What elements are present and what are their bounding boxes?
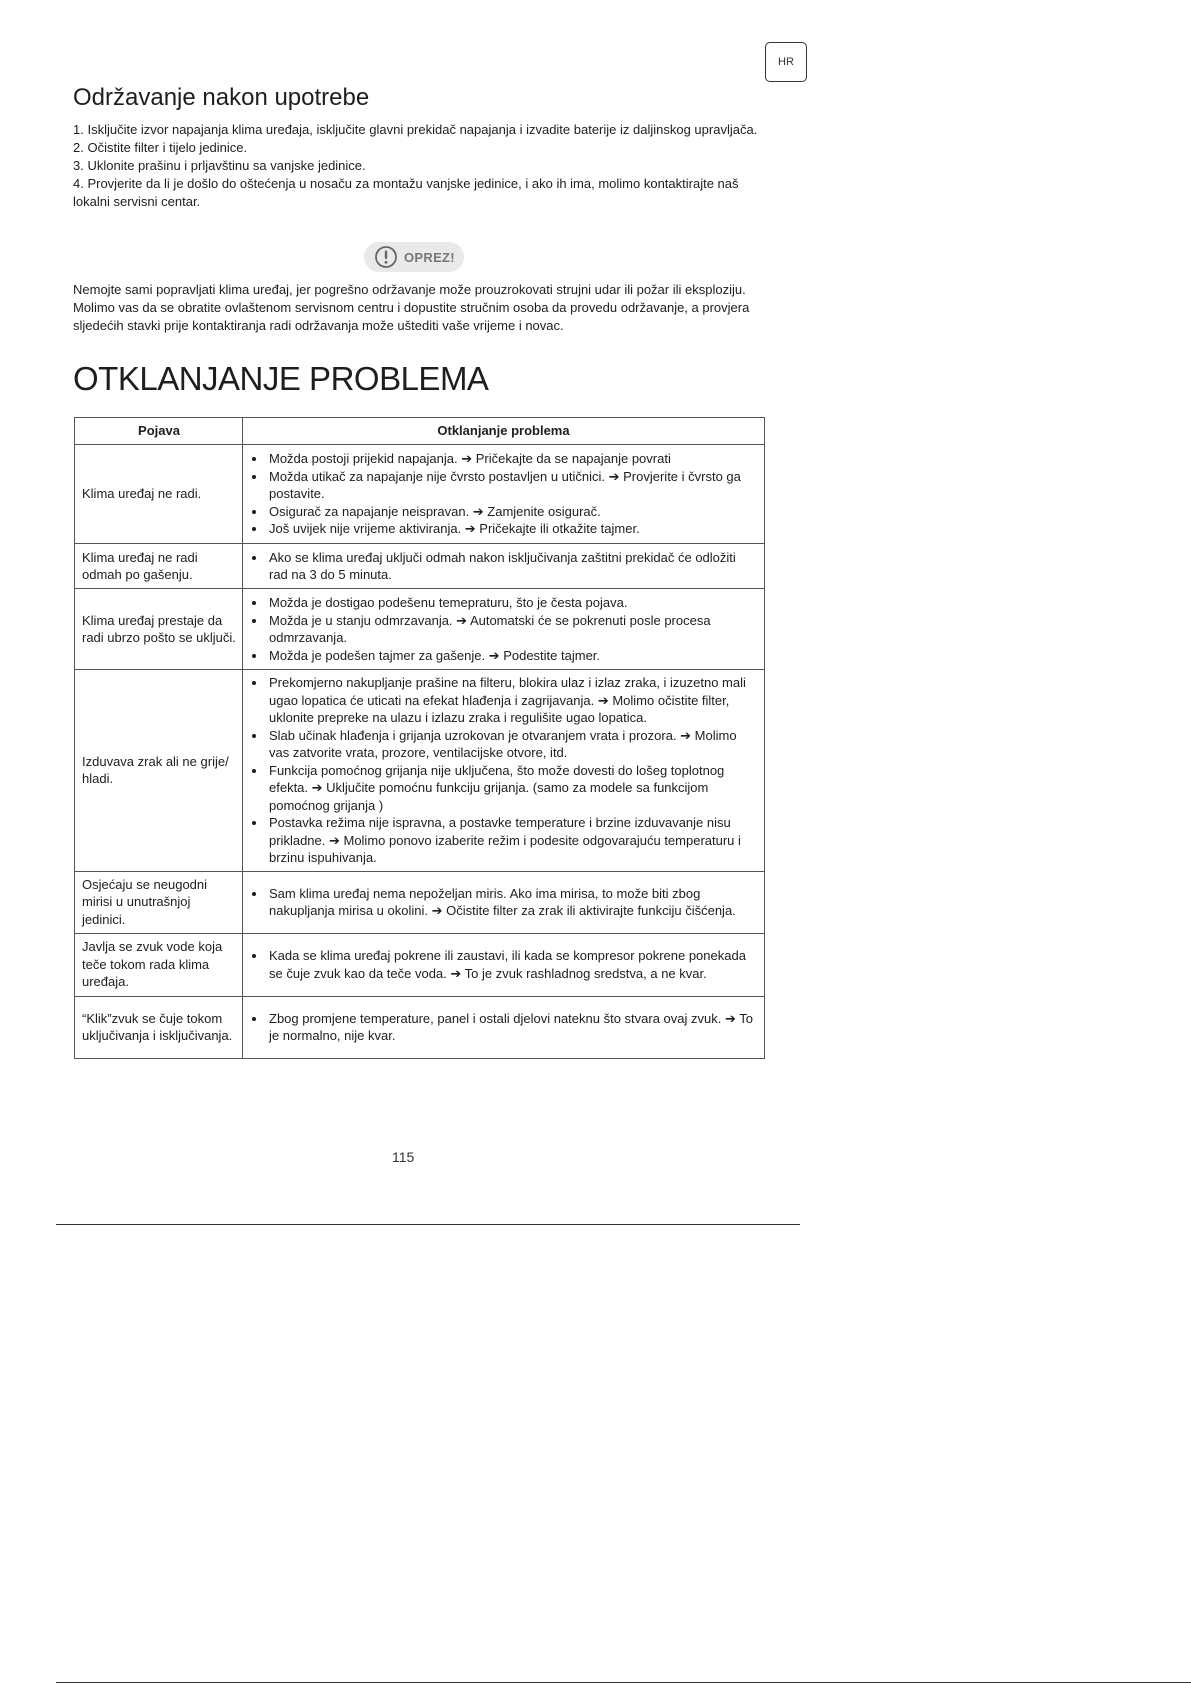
- exclamation-icon: [374, 245, 398, 269]
- solution-item: • Ako se klima uređaj uključi odmah nakon isključivanja zaštitni prekidač će odložiti rad na 3 do 5 minuta.: [267, 549, 758, 584]
- bottom-divider: [56, 1682, 1191, 1683]
- solution-column-header: Otklanjanje problema: [243, 418, 765, 445]
- solution-item: • Možda je podešen tajmer za gašenje. ➔ Podestite tajmer.: [267, 647, 758, 665]
- solution-cell: [243, 871, 765, 933]
- troubleshooting-title: OTKLANJANJE PROBLEMA: [73, 360, 489, 397]
- symptom-cell: Javlja se zvuk vode koja teče tokom rada klima uređaja.: [75, 933, 243, 996]
- maintenance-steps: [73, 121, 768, 211]
- table-row: [75, 544, 765, 589]
- symptom-cell: “Klik”zvuk se čuje tokom uključivanja i isključivanja.: [75, 996, 243, 1058]
- page-divider: [56, 1224, 800, 1225]
- solution-item: • Zbog promjene temperature, panel i ostali djelovi nateknu što stvara ovaj zvuk. ➔ To je normalno, nije kvar.: [267, 1010, 758, 1045]
- solution-item: • Sam klima uređaj nema nepoželjan miris. Ako ima mirisa, to može biti zbog nakupljanja mirisa u okolini. ➔ Očistite filter za zrak ili aktivirajte funkciju čišćenja.: [267, 885, 758, 920]
- maintenance-step: 1. Isključite izvor napajanja klima uređaja, isključite glavni prekidač napajanja i izvadite baterije iz daljinskog upravljača.: [73, 122, 758, 137]
- solution-cell: [243, 589, 765, 670]
- maintenance-step: 4. Provjerite da li je došlo do oštećenja u nosaču za montažu vanjske jedinice, i ako ih ima, molimo kontaktirajte naš lokalni servisni centar.: [73, 176, 739, 209]
- symptom-column-header: Pojava: [75, 418, 243, 445]
- solution-item: • Slab učinak hlađenja i grijanja uzrokovan je otvaranjem vrata i prozora. ➔ Molimo vas zatvorite vrata, prozore, ventilacijske otvore, itd.: [267, 727, 758, 762]
- table-row: [75, 670, 765, 872]
- solution-item: • Možda utikač za napajanje nije čvrsto postavljen u utičnici. ➔ Provjerite i čvrsto ga postavite.: [267, 468, 758, 503]
- solution-cell: [243, 445, 765, 544]
- solution-item: • Možda je u stanju odmrzavanja. ➔ Automatski će se pokrenuti posle procesa odmrzavanja.: [267, 612, 758, 647]
- table-row: [75, 589, 765, 670]
- table-row: [75, 445, 765, 544]
- page-number: 115: [392, 1149, 415, 1165]
- solution-item: • Još uvijek nije vrijeme aktiviranja. ➔ Pričekajte ili otkažite tajmer.: [267, 520, 758, 538]
- solution-item: • Možda je dostigao podešenu temepraturu, što je česta pojava.: [267, 594, 758, 612]
- maintenance-step: 2. Očistite filter i tijelo jedinice.: [73, 140, 248, 155]
- solution-cell: [243, 933, 765, 996]
- solution-item: • Kada se klima uređaj pokrene ili zaustavi, ili kada se kompresor pokrene ponekada se čuje zvuk kao da teče voda. ➔ To je zvuk rashladnog sredstva, a ne kvar.: [267, 947, 758, 982]
- table-row: [75, 871, 765, 933]
- solution-item: • Možda postoji prijekid napajanja. ➔ Pričekajte da se napajanje povrati: [267, 450, 758, 468]
- symptom-cell: Klima uređaj ne radi.: [75, 445, 243, 544]
- troubleshooting-table: [74, 417, 765, 1059]
- warning-text: Nemojte sami popravljati klima uređaj, jer pogrešno održavanje može prouzrokovati strujni udar ili požar ili eksploziju. Molimo vas da se obratite ovlaštenom servisnom centru i dopustite stručnim osoba da provedu održavanje, a provjera sljedećih stavki prije kontaktiranja radi održavanja može uštediti vaše vrijeme i novac.: [73, 282, 750, 333]
- symptom-cell: Izduvava zrak ali ne grije/ hladi.: [75, 670, 243, 872]
- solution-item: • Prekomjerno nakupljanje prašine na filteru, blokira ulaz i izlaz zraka, i izuzetno mali ugao lopatica će uticati na efekat hlađenja i zagrijavanja. ➔ Molimo očistite filter, uklonite prepreke na ulazu i izlazu zraka i regulišite ugao lopatica.: [267, 674, 758, 727]
- solution-item: • Postavka režima nije ispravna, a postavke temperature i brzine izduvavanje nisu prikladne. ➔ Molimo ponovo izaberite režim i podesite odgovarajuću temperaturu i brzinu ispuhivanja.: [267, 814, 758, 867]
- maintenance-step: 3. Uklonite prašinu i prljavštinu sa vanjske jedinice.: [73, 158, 366, 173]
- solution-cell: [243, 996, 765, 1058]
- solution-item: • Funkcija pomoćnog grijanja nije uključena, što može dovesti do lošeg toplotnog efekta. ➔ Uključite pomoćnu funkciju grijanja. (samo za modele sa funkcijom pomoćnog grijanja ): [267, 762, 758, 815]
- maintenance-title: Održavanje nakon upotrebe: [73, 84, 370, 111]
- solution-cell: [243, 670, 765, 872]
- caution-label: OPREZ!: [404, 249, 455, 265]
- symptom-cell: Osjećaju se neugodni mirisi u unutrašnjoj jedinici.: [75, 871, 243, 933]
- table-row: [75, 933, 765, 996]
- language-badge: HR: [765, 42, 807, 82]
- solution-cell: [243, 544, 765, 589]
- caution-badge: [364, 242, 464, 272]
- symptom-cell: Klima uređaj prestaje da radi ubrzo pošto se uključi.: [75, 589, 243, 670]
- table-row: [75, 996, 765, 1058]
- symptom-cell: Klima uređaj ne radi odmah po gašenju.: [75, 544, 243, 589]
- solution-item: • Osigurač za napajanje neispravan. ➔ Zamjenite osigurač.: [267, 503, 758, 521]
- table-header-row: [75, 418, 765, 445]
